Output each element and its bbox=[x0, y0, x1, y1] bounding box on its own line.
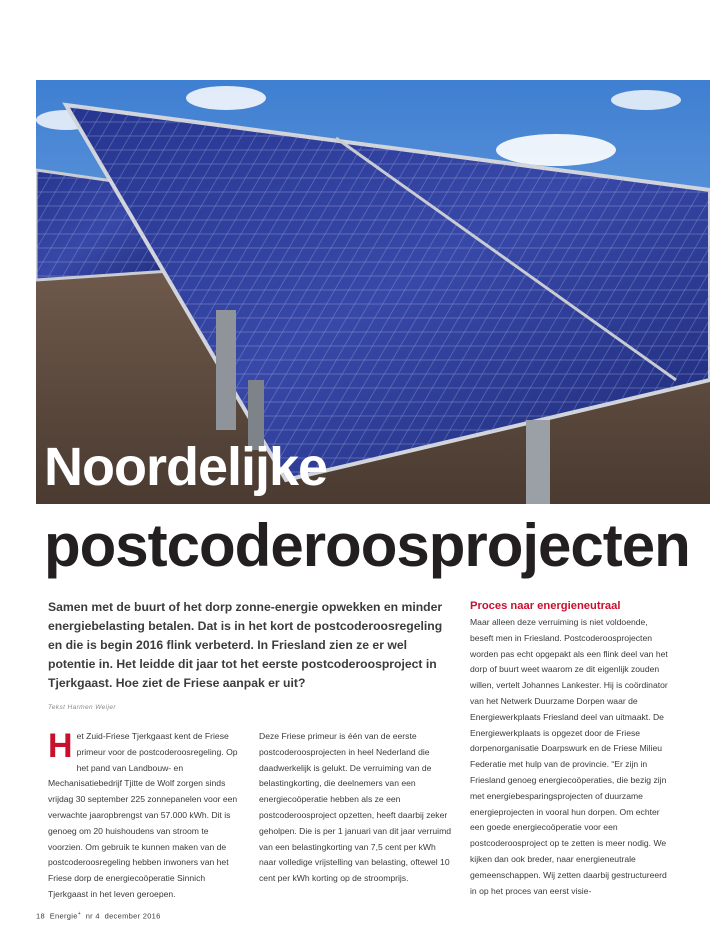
body-column-3-text: Maar alleen deze verruiming is niet voldoende, beseft men in Friesland. Postcoderoosprojecten worden pas echt opgepakt als een flink deel van het dorp of buurt weet waarom ze dit eigenlijk zouden willen, vertelt Johannes Lankester. Hij is coördinator van het Netwerk Duurzame Dorpen waar de Energiewerkplaats Friesland deel van uitmaakt. De Energiewerkplaats is opgezet door de Friese dorpenorganisatie Doarpswurk en de Friese Milieu Federatie met hulp van de provincie. “Er zijn in Friesland genoeg energiecoöperaties, die bezig zijn met energiebesparingsprojecten of duurzame energieprojecten in vooral hun dorpen. Om echter een goede energiecoöperatie voor een postcoderoosproject op te zetten is meer nodig. We kijken dan ook breder, naar energieneutrale gemeenschappen. Wij zetten daarbij gestructureerd in op het proces van eerst visie- bbox=[470, 617, 668, 896]
section-subheading: Proces naar energieneutraal bbox=[470, 600, 621, 612]
body-column-1-text: et Zuid-Friese Tjerkgaast kent de Friese primeur voor de postcoderoosregeling. Op het pand van Landbouw- en Mechanisatiebedrijf Tjitte de Wolf zorgen sinds vrijdag 30 september 225 zonnepanelen voor een verwachte jaaropbrengst van 57.000 kWh. Dit is genoeg om 20 huishoudens van stroom te voorzien. Om gebruik te kunnen maken van de postcoderoosregeling hebben inwoners van het Friese dorp de energiecoöperatie Sinnich Tjerkgaast in het leven geroepen. bbox=[48, 731, 238, 899]
magazine-name: Energie bbox=[49, 911, 78, 921]
page-number: 18 bbox=[36, 911, 45, 921]
page-title-line2: postcoderoosprojecten bbox=[44, 512, 690, 579]
body-column-2: Deze Friese primeur is één van de eerste postcoderoosprojecten in heel Nederland die daadwerkelijk is gelukt. De verruiming van de belastingkorting, die deelnemers van een energiecoöperatie hebben als ze een postcoderoosproject opzetten, heeft daarbij zeker geholpen. Die is per 1 januari van dit jaar verruimd van een belastingkorting van 7,5 cent per kWh naar volledige vrijstelling van belasting, oftewel 10 cent per kWh korting op de stroomprijs. bbox=[259, 731, 452, 884]
drop-cap: H bbox=[48, 727, 73, 765]
page-footer bbox=[36, 911, 161, 921]
magazine-sup: + bbox=[77, 911, 81, 917]
lead-paragraph: Samen met de buurt of het dorp zonne-energie opwekken en minder energiebelasting betalen. Dat is in het kort de postcoderoosregeling en die is begin 2016 flink verbeterd. In Friesland zien ze er wel potentie in. Het leidde dit jaar tot het eerste postcoderoosproject in Tjerkgaast. Hoe ziet de Friese aanpak er uit? bbox=[48, 600, 443, 690]
body-column-1 bbox=[48, 729, 244, 903]
page-title-line1: Noordelijke bbox=[44, 437, 328, 497]
body-column-3 bbox=[470, 598, 670, 899]
byline: Tekst Harmen Weijer bbox=[48, 704, 116, 711]
issue-date: december 2016 bbox=[104, 911, 161, 921]
issue-number: nr 4 bbox=[85, 911, 100, 921]
